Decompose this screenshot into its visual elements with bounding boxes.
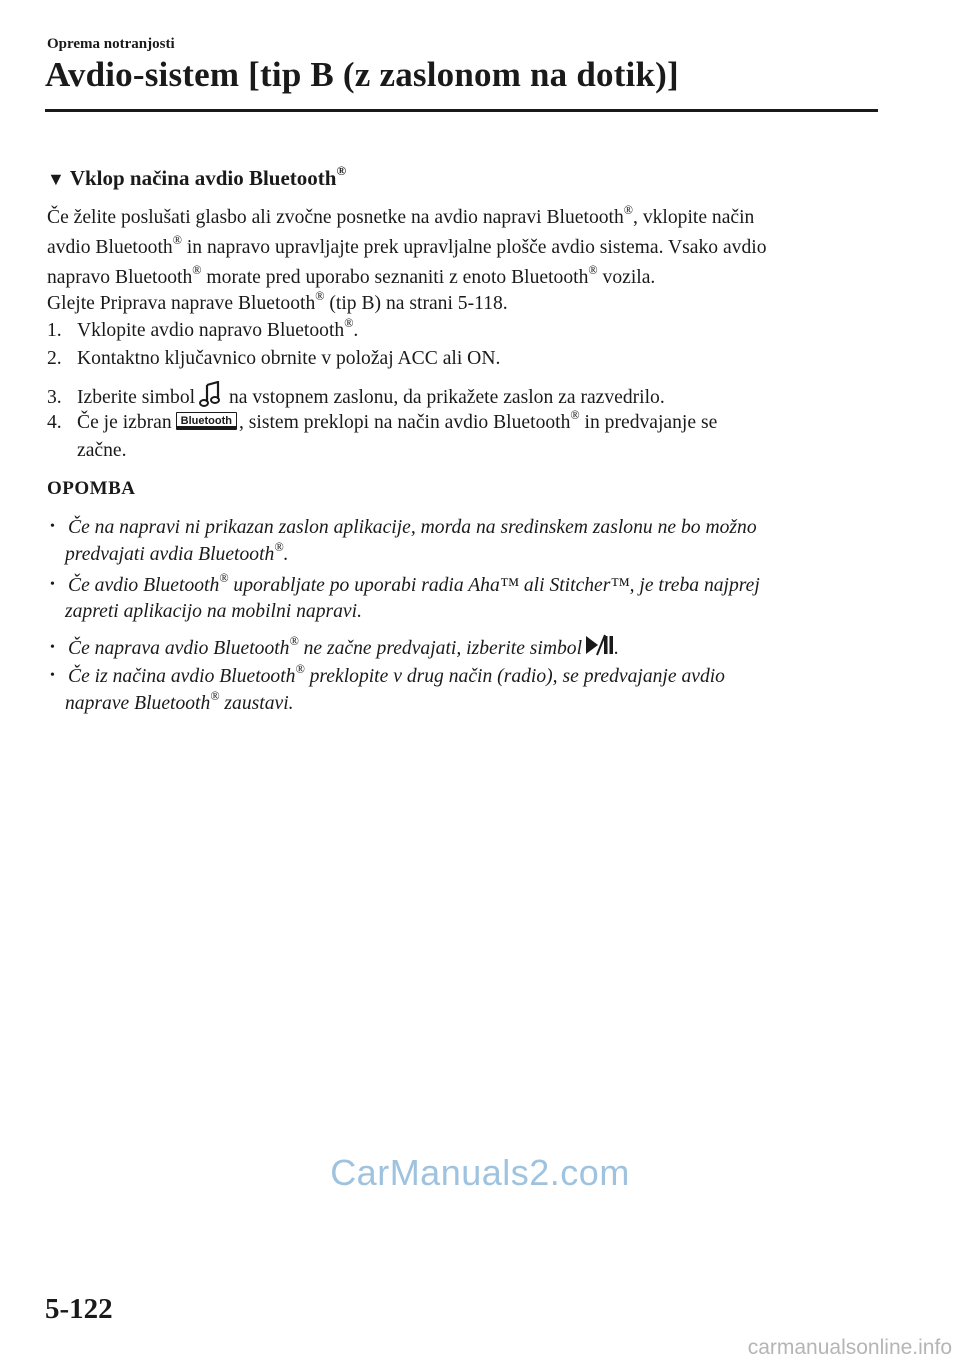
- intro-line-2: avdio Bluetooth® in napravo upravljajte prek upravljalne plošče avdio sistema. Vsako avdio: [47, 232, 767, 258]
- play-pause-icon: [584, 633, 614, 657]
- note-1-cont: predvajati avdia Bluetooth®.: [65, 539, 289, 565]
- step-1: 1. Vklopite avdio napravo Bluetooth®.: [47, 315, 359, 341]
- watermark-logo: CarManuals2.com: [330, 1152, 630, 1193]
- registered-mark: ®: [336, 163, 347, 179]
- page-number: 5-122: [45, 1293, 113, 1325]
- note-1: • Če na napravi ni prikazan zaslon aplikacije, morda na sredinskem zaslonu ne bo možno: [50, 517, 757, 538]
- heading-text: Vklop načina avdio Bluetooth: [69, 166, 337, 190]
- step-4-continuation: začne.: [77, 440, 127, 461]
- page-title: Avdio-sistem [tip B (z zaslonom na dotik)]: [45, 55, 679, 94]
- music-note-icon: [199, 381, 221, 409]
- intro-line-3: napravo Bluetooth® morate pred uporabo seznaniti z enoto Bluetooth® vozila.: [47, 262, 656, 288]
- note-2-cont: zapreti aplikacijo na mobilni napravi.: [65, 601, 362, 622]
- bluetooth-button-icon: Bluetooth: [176, 412, 237, 430]
- section-label: Oprema notranjosti: [47, 36, 175, 52]
- section-heading: [47, 163, 347, 191]
- note-heading: OPOMBA: [47, 478, 136, 499]
- step-3: 3. Izberite simbol na vstopnem zaslonu, da prikažete zaslon za razvedrilo.: [47, 381, 665, 410]
- step-2: 2. Kontaktno ključavnico obrnite v položaj ACC ali ON.: [47, 348, 501, 369]
- note-4: • Če iz načina avdio Bluetooth® preklopite v drug način (radio), se predvajanje avdio: [50, 661, 725, 687]
- title-divider: [45, 109, 878, 112]
- intro-line-1: Če želite poslušati glasbo ali zvočne posnetke na avdio napravi Bluetooth®, vklopite način: [47, 202, 755, 228]
- note-3: • Če naprava avdio Bluetooth® ne začne predvajati, izberite simbol .: [50, 633, 619, 659]
- step-4: 4. Če je izbran Bluetooth , sistem preklopi na način avdio Bluetooth® in predvajanje se: [47, 407, 718, 433]
- intro-line-4: Glejte Priprava naprave Bluetooth® (tip B) na strani 5-118.: [47, 288, 508, 314]
- note-4-cont: naprave Bluetooth® zaustavi.: [65, 688, 294, 714]
- footer-site-link[interactable]: carmanualsonline.info: [747, 1336, 952, 1359]
- triangle-marker-icon: ▼: [47, 169, 65, 189]
- note-2: • Če avdio Bluetooth® uporabljate po uporabi radia Aha™ ali Stitcher™, je treba najprej: [50, 570, 760, 596]
